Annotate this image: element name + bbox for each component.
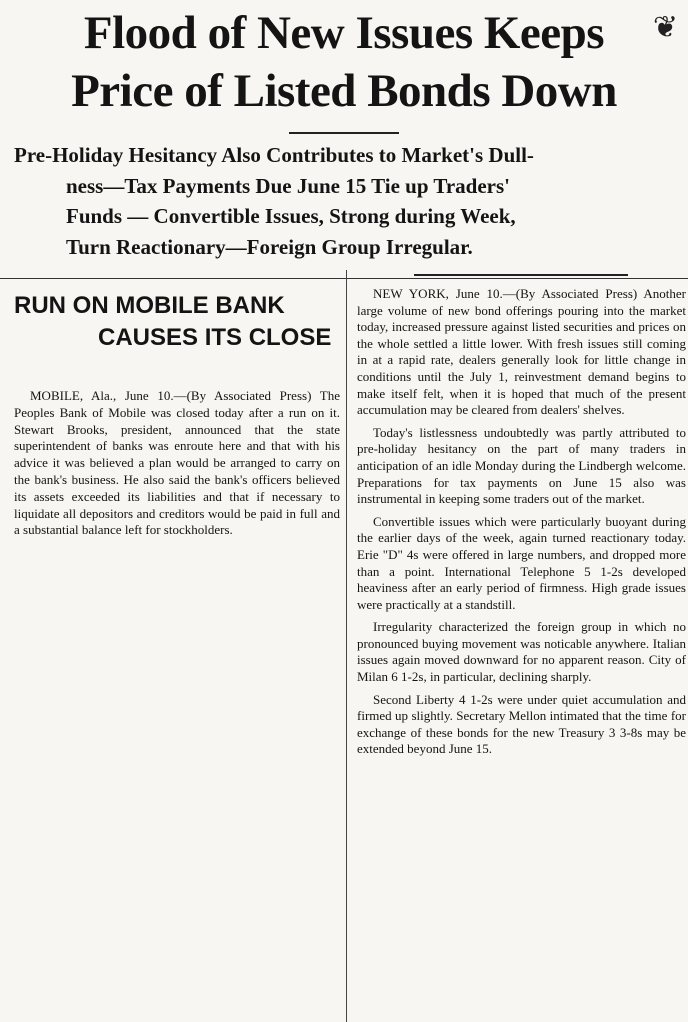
headline-rule [289,132,399,134]
headline [0,0,688,120]
deck-line-1: Pre-Holiday Hesitancy Also Contributes to Market's Dull- [14,143,534,167]
side-story-title-line-1: RUN ON MOBILE BANK [14,292,285,319]
main-story-paragraph: Convertible issues which were particularly buoyant during the earlier days of the week, again turned reactionary today. Erie "D" 4s were offered in large numbers, and dropped more than a point. International Telephone 5 1-2s developed heaviness after an early period of firmness. High grade issues were practically at a standstill. [357,513,686,612]
side-story-title [0,270,346,354]
main-story-paragraph: Today's listlessness undoubtedly was partly attributed to pre-holiday hesitancy on the part of many traders in anticipation of an idle Monday during the Lindbergh welcome. Preparations for tax payments on June 15 also was instrumental in keeping some traders out of the market. [357,424,686,507]
main-story-paragraph: Irregularity characterized the foreign group in which no pronounced buying movement was noticable anywhere. Italian issues again moved downward for no apparent reason. City of Milan 6 1-2s, in particular, declining sharply. [357,619,686,685]
ornament-icon: ❦ [652,11,678,44]
headline-line-1: Flood of New Issues Keeps [83,7,605,59]
main-story-paragraph: NEW YORK, June 10.—(By Associated Press) Another large volume of new bond offerings pouring into the market today, increased pressure against listed securities and prices on the whole settled a little lower. With fresh issues still coming in at a rapid rate, dealers generally look for little change in conditions until the July 1, reinvestment demand begins to make itself felt, when it is hoped that much of the present accumulation may be cleared from dealers' shelves. [357,286,686,418]
headline-line-2: Price of Listed Bonds Down [71,65,617,117]
deck-line-4: Turn Reactionary—Foreign Group Irregular. [66,234,473,259]
main-story-rule [414,274,628,276]
side-story-title-line-2: CAUSES ITS CLOSE [98,324,332,351]
deck-subheadline [0,140,688,262]
main-story-column [354,270,688,764]
main-story-paragraph: Second Liberty 4 1-2s were under quiet accumulation and firmed up slightly. Secretary Mellon intimated that the time for exchange of these bonds for the new Treasury 3 3-8s may be extended beyond June 15. [357,691,686,757]
side-story-column [0,270,347,1022]
side-story-body: MOBILE, Ala., June 10.—(By Associated Press) The Peoples Bank of Mobile was closed today after a run on it. Stewart Brooks, president, announced that the state superintendent of banks was enroute here and that with his advice it was believed a plan would be arranged to carry on the bank's business. He also said the bank's officers believed its assets exceeded its liabilities and that if necessary to liquidate all depositors and creditors would be paid in full and a substantial balance left for stockholders. [14,388,340,538]
columns [0,270,688,1022]
deck-line-3: Funds — Convertible Issues, Strong during Week, [66,204,516,228]
deck-line-2: ness—Tax Payments Due June 15 Tie up Traders' [66,173,510,198]
